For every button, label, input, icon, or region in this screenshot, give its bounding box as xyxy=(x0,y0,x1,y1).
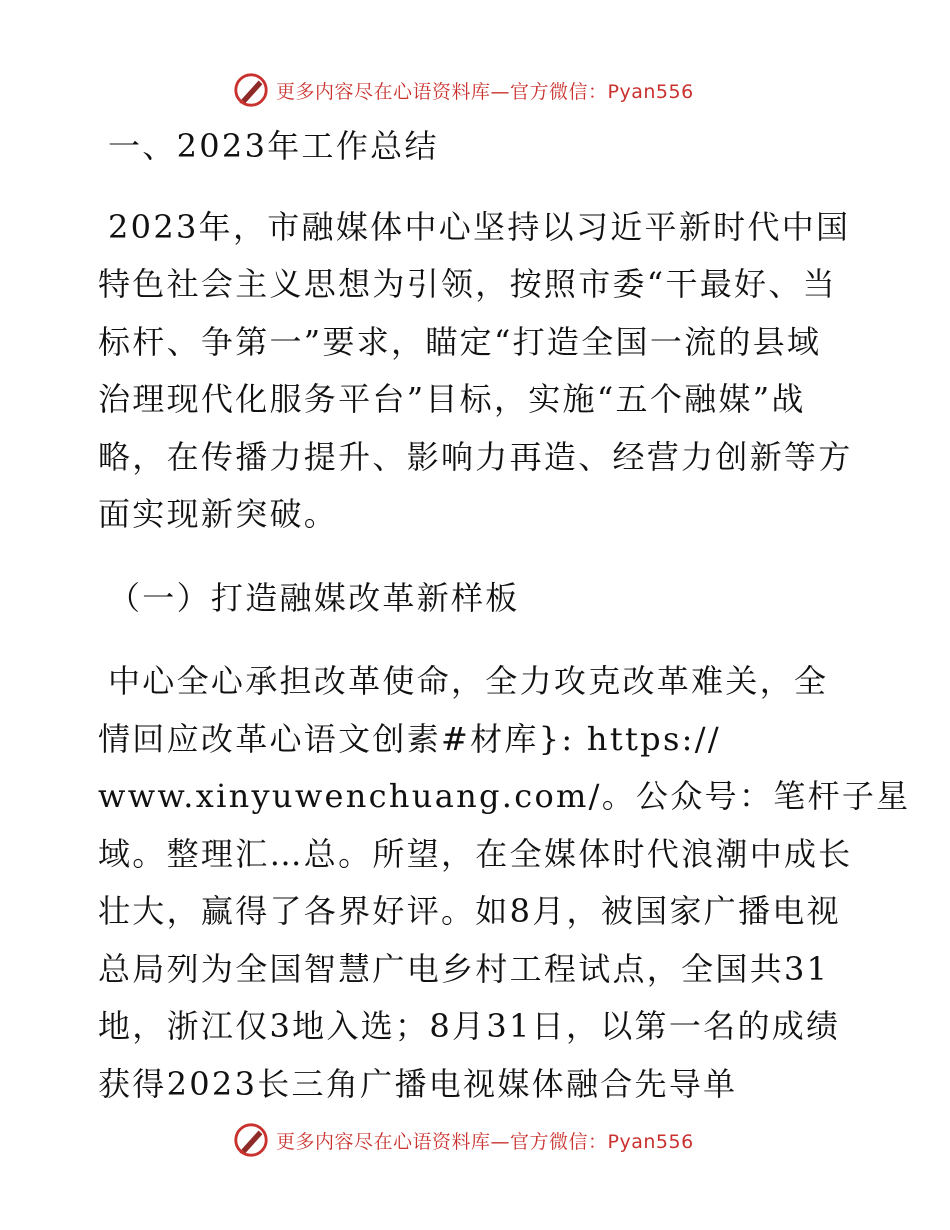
paragraph-reform xyxy=(98,653,911,1113)
pen-logo-icon xyxy=(232,71,270,109)
pen-logo-icon xyxy=(232,1121,270,1159)
paragraph-line: 2023年，市融媒体中心坚持以习近平新时代中国 xyxy=(108,207,851,246)
paragraph-line: 总局列为全国智慧广电乡村工程试点，全国共31 xyxy=(98,949,830,988)
watermark-text: 更多内容尽在心语资料库—官方微信：Pyan556 xyxy=(276,1130,694,1153)
paragraph-line: 情回应改革心语文创素#材库}: https:// xyxy=(98,719,721,758)
paragraph-line: 中心全心承担改革使命，全力攻克改革难关，全 xyxy=(108,662,829,700)
paragraph-line: 治理现代化服务平台”目标，实施“五个融媒”战 xyxy=(98,380,806,418)
paragraph-line: 壮大，赢得了各界好评。如8月，被国家广播电视 xyxy=(98,892,841,930)
paragraph-line: 特色社会主义思想为引领，按照市委“干最好、当 xyxy=(98,265,837,303)
paragraph-line: 获得2023长三角广播电视媒体融合先导单 xyxy=(98,1064,738,1103)
paragraph-line: 标杆、争第一”要求，瞄定“打造全国一流的县域 xyxy=(98,322,822,361)
subsection-heading: （一）打造融媒改革新样板 xyxy=(108,578,520,617)
watermark-footer xyxy=(232,1121,694,1159)
document-body xyxy=(98,118,911,1113)
paragraph-line: 略，在传播力提升、影响力再造、经营力创新等方 xyxy=(98,437,853,476)
watermark-text: 更多内容尽在心语资料库—官方微信：Pyan556 xyxy=(276,80,694,103)
watermark-header xyxy=(232,71,694,109)
paragraph-line: 域。整理汇…总。所望，在全媒体时代浪潮中成长 xyxy=(98,834,853,873)
paragraph-line: www.xinyuwenchuang.com/。公众号：笔杆子星 xyxy=(98,777,911,815)
paragraph-line: 面实现新突破。 xyxy=(98,495,339,533)
paragraph-line: 地，浙江仅3地入选；8月31日，以第一名的成绩 xyxy=(98,1007,841,1045)
section-heading: 一、2023年工作总结 xyxy=(108,127,439,165)
paragraph-summary xyxy=(98,199,858,544)
